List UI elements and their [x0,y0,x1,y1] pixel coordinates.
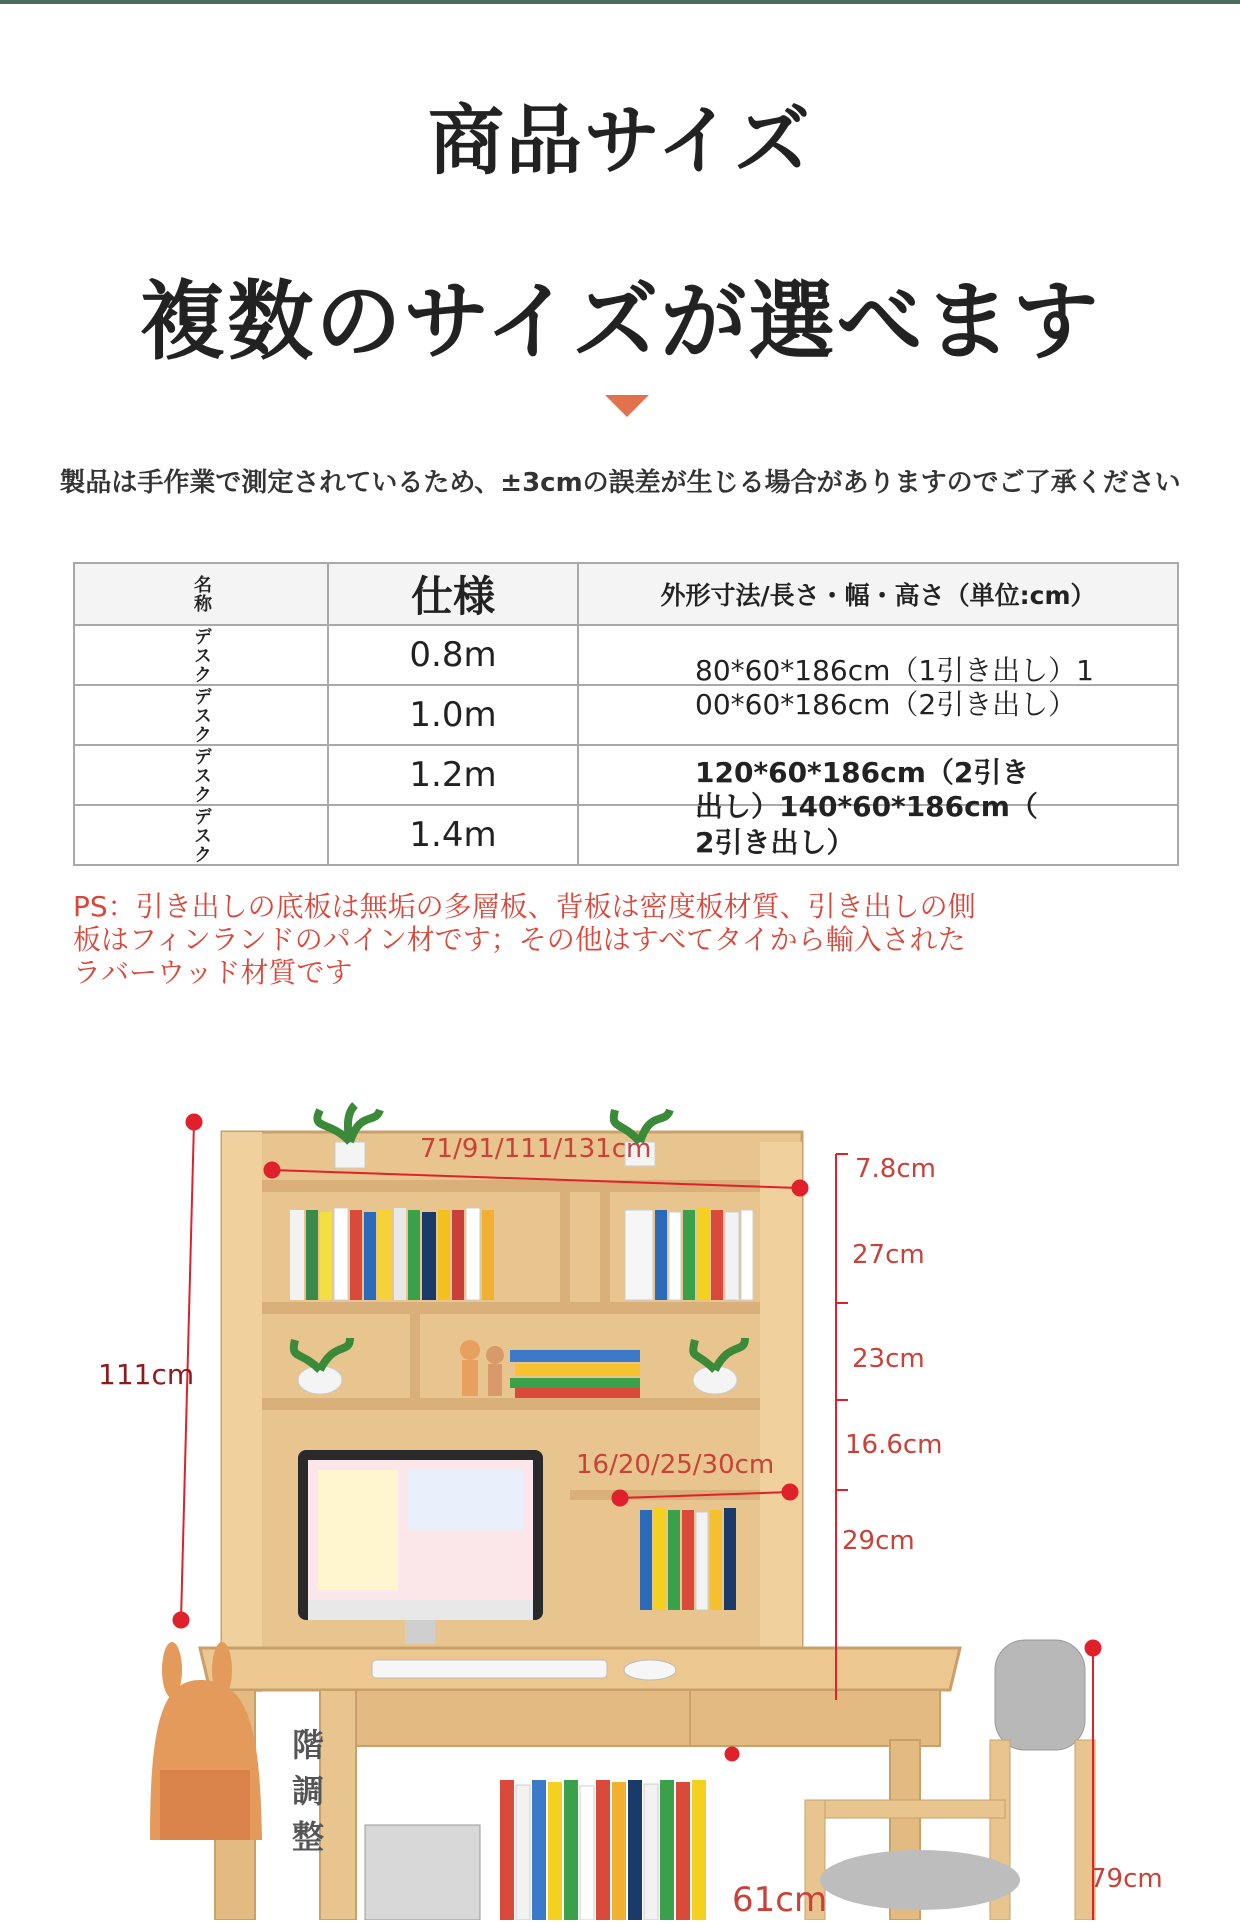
header-name: 名称 [74,563,328,625]
divider-3 [560,1192,570,1302]
row-spec-cell: 1.2m [328,745,578,805]
table-row [74,685,1178,745]
side-adjust-text: 階調整 [292,1726,325,1856]
page-title: 商品サイズ [428,96,812,185]
storage-box [365,1825,480,1920]
row-dims-cell [578,745,1178,823]
dims-line: 2引き出し） [695,826,855,859]
table-row [74,805,1178,865]
books-top-left [290,1208,494,1300]
desk-product-illustration [0,1080,1240,1920]
mouse [624,1660,676,1680]
table-row [74,745,1178,805]
divider-2 [600,1192,610,1302]
section-height-label: 29cm [842,1526,915,1556]
row-spec-cell: 1.0m [328,685,578,745]
books-lower [500,1780,706,1920]
dims-line: 出し）140*60*186cm（ [695,790,1038,823]
desk-depth-label: 61cm [732,1880,828,1920]
section-height-label: 7.8cm [855,1154,936,1184]
row-dims-cell [578,625,1178,685]
table-row [74,625,1178,685]
books-small-shelf [640,1508,736,1610]
height-left-label: 111cm [98,1358,195,1391]
hutch-side-left [222,1132,262,1692]
ps-material-note: PS：引き出しの底板は無垢の多層板、背板は密度板材質、引き出しの側板はフィンランドのパイン材です；その他はすべてタイから輸入されたラバーウッド材質です [73,890,976,989]
divider-1 [410,1310,420,1400]
measurement-notice: 製品は手作業で測定されているため、±3cmの誤差が生じる場合がありますのでご了承ください [59,468,1181,498]
section-height-label: 27cm [852,1240,925,1270]
dims-line: 120*60*186cm（2引き [695,756,1030,789]
books-middle [510,1350,640,1398]
table-header-row [74,563,1178,625]
keyboard [372,1660,607,1678]
chair-height-label: 79cm [1090,1864,1163,1894]
down-arrow-icon [605,395,649,417]
row-spec-cell: 1.4m [328,805,578,865]
shelf-top [262,1180,760,1192]
width-label: 71/91/111/131cm [420,1134,652,1164]
shelf-3 [262,1398,760,1410]
header-dimensions: 外形寸法/長さ・幅・高さ（単位:cm） [578,563,1178,625]
row-name-cell: デスク [74,685,328,745]
dims-line: 80*60*186cm（1引き出し）1 [695,654,1095,687]
drawer-left [350,1690,690,1746]
row-name-cell: デスク [74,805,328,865]
row-name-cell: デスク [74,745,328,805]
row-spec-cell: 0.8m [328,625,578,685]
shelf-depth-label: 16/20/25/30cm [576,1450,775,1480]
row-name-cell: デスク [74,625,328,685]
row-dims-cell [578,685,1178,745]
books-top-right [625,1208,753,1300]
monitor [298,1450,543,1644]
hutch-side-right [760,1142,802,1692]
dims-line: 00*60*186cm（2引き出し） [695,688,1077,721]
size-spec-table [73,562,1179,866]
desk-drawing [0,1080,1240,1920]
section-height-label: 16.6cm [845,1430,943,1460]
shelf-2 [262,1302,760,1314]
header-spec: 仕様 [328,563,578,625]
drawer-right [690,1690,940,1746]
page-subtitle: 複数のサイズが選べます [139,272,1101,372]
top-accent-bar [0,0,1240,4]
section-height-label: 23cm [852,1344,925,1374]
row-dims-cell [578,805,1178,865]
